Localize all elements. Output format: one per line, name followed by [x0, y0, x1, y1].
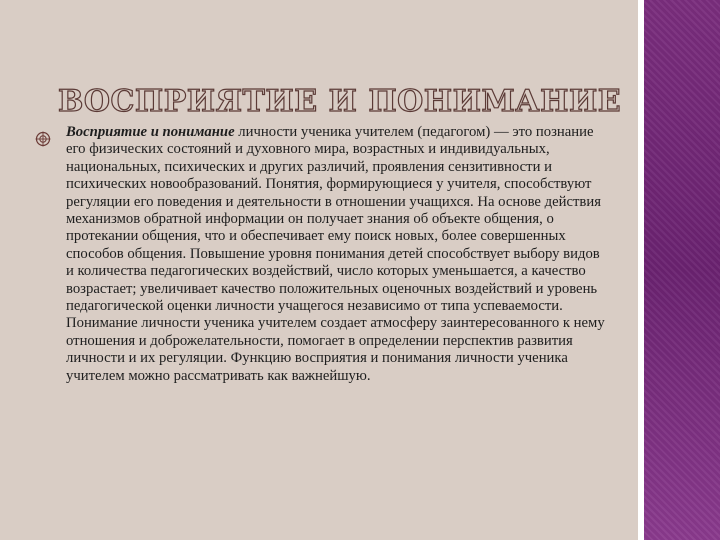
ornament-bullet-icon — [34, 130, 52, 148]
body-paragraph — [66, 124, 606, 385]
paragraph-text: личности ученика учителем (педагогом) — это познание его физических состояний и духовного мира, возрастных и индивидуальных, национальных, психических и других различий, проявления сензитивности и психических новообразований. Понятия, формирующиеся у учителя, способствуют регуляции его поведения и деятельности в отношении учащихся. На основе действия механизмов обратной информации он получает знания об объекте общения, о протекании общения, что и обеспечивает ему поиск новых, более совершенных способов общения. Повышение уровня понимания детей способствует выбору видов и количества педагогических воздействий, число которых уменьшается, а качество возрастает; увеличивает качество положительных оценочных воздействий и уровень педагогической оценки личности учащегося независимо от типа успеваемости. Понимание личности ученика учителем создает атмосферу заинтересованного к нему отношения и доброжелательности, помогает в определении перспектив развития личности и их регуляции. Функцию восприятия и понимания личности ученика учителем можно рассматривать как важнейшую. — [66, 124, 605, 384]
purple-side-band — [644, 0, 720, 540]
paragraph-lead: Восприятие и понимание — [66, 124, 235, 140]
slide-title: ВОСПРИЯТИЕ И ПОНИМАНИЕ — [58, 84, 622, 119]
